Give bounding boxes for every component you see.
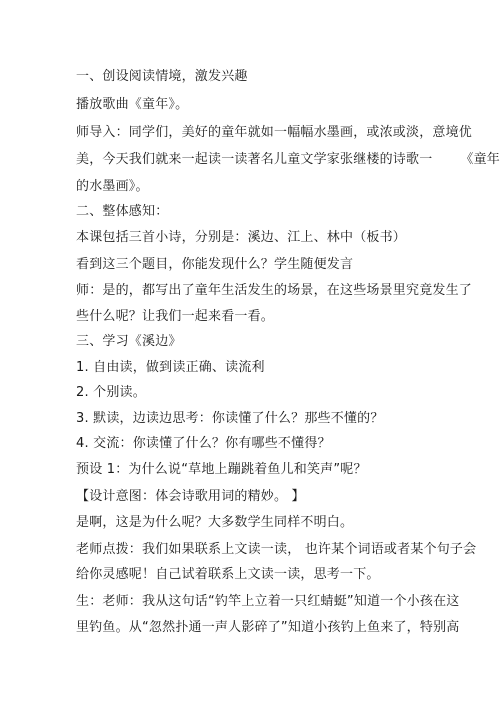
paragraph-line-tail: 《童年 xyxy=(460,152,500,167)
paragraph-line: 老师点拨：我们如果联系上文读一读， 也许某个词语或者某个句子会 xyxy=(76,542,477,557)
section-heading-2: 二、整体感知： xyxy=(76,204,169,219)
paragraph-line: 师导入：同学们，美好的童年就如一幅幅水墨画，或浓或淡，意境优 xyxy=(76,125,473,140)
paragraph-line: 给你灵感呢！自己试着联系上文读一读，思考一下。 xyxy=(76,567,380,582)
paragraph-line: 看到这三个题目，你能发现什么？学生随便发言 xyxy=(76,257,354,272)
paragraph-line: 播放歌曲《童年》。 xyxy=(76,97,189,112)
paragraph-line: 些什么呢？让我们一起来看一看。 xyxy=(76,309,275,324)
list-item: 1. 自由读，做到读正确、读流利 xyxy=(76,360,265,375)
paragraph-line xyxy=(76,152,500,168)
paragraph-line: 里钓鱼。从“忽然扑通一声人影碎了”知道小孩钓上鱼来了，特别高 xyxy=(76,620,460,635)
list-item: 3. 默读，边读边思考：你读懂了什么？那些不懂的？ xyxy=(76,411,384,426)
paragraph-line: 生：老师：我从这句话“钓竿上立着一只红蜻蜓”知道一个小孩在这 xyxy=(76,594,460,609)
section-heading-1: 一、创设阅读情境，激发兴趣 xyxy=(76,69,248,84)
design-intent-note: 【设计意图：体会诗歌用词的精妙。 】 xyxy=(76,489,305,504)
paragraph-line: 的水墨画》。 xyxy=(76,179,149,194)
paragraph-line: 预设 1：为什么说“草地上蹦跳着鱼儿和笑声”呢？ xyxy=(76,462,367,477)
list-item: 4. 交流：你读懂了什么？你有哪些不懂得？ xyxy=(76,436,331,451)
paragraph-line: 师：是的，都写出了童年生活发生的场景，在这些场景里究竟发生了 xyxy=(76,283,473,298)
paragraph-line: 本课包括三首小诗，分别是：溪边、江上、林中（板书） xyxy=(76,230,407,245)
list-item: 2. 个别读。 xyxy=(76,385,146,400)
paragraph-line-head: 美，今天我们就来一起读一读著名儿童文学家张继楼的诗歌一 xyxy=(76,152,433,167)
paragraph-line: 是啊，这是为什么呢？大多数学生同样不明白。 xyxy=(76,515,354,530)
section-heading-3: 三、学习《溪边》 xyxy=(76,334,182,349)
